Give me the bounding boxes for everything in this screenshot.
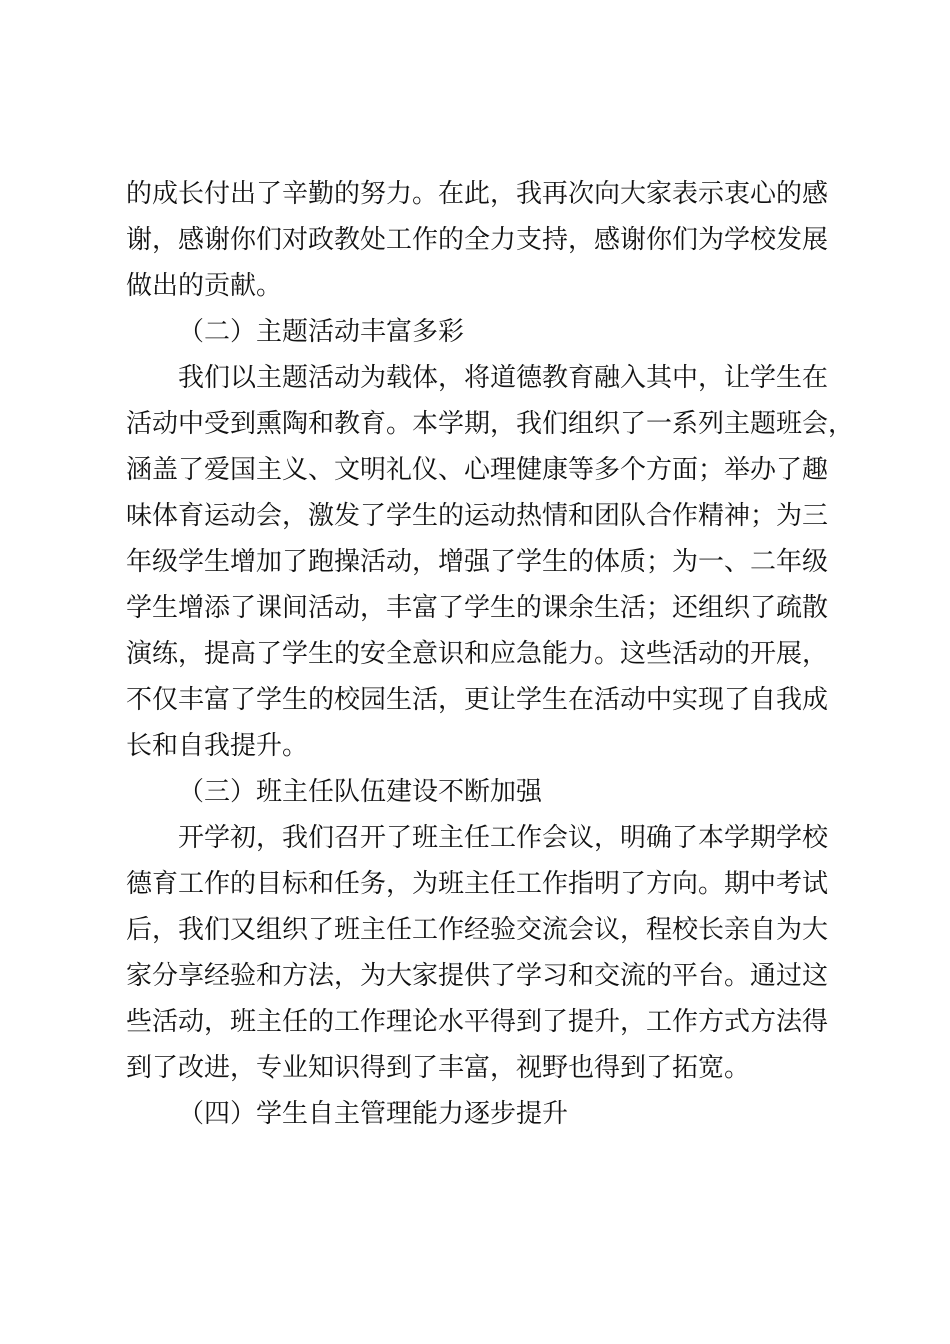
text-line: 不仅丰富了学生的校园生活，更让学生在活动中实现了自我成	[126, 685, 829, 715]
text-line: 的成长付出了辛勤的努力。在此，我再次向大家表示衷心的感	[126, 179, 829, 209]
text-line: 做出的贡献。	[126, 271, 283, 301]
text-line: 到了改进，专业知识得到了丰富，视野也得到了拓宽。	[126, 1053, 751, 1083]
text-line: 味体育运动会，激发了学生的运动热情和团队合作精神；为三	[126, 501, 829, 531]
text-line: 学生增添了课间活动，丰富了学生的课余生活；还组织了疏散	[126, 593, 829, 623]
text-line: 活动中受到熏陶和教育。本学期，我们组织了一系列主题班会，	[126, 409, 855, 439]
paragraph-class-teachers	[126, 815, 836, 1091]
paragraph-continuation	[126, 171, 836, 309]
text-line: 开学初，我们召开了班主任工作会议，明确了本学期学校	[178, 823, 829, 853]
text-line: 家分享经验和方法，为大家提供了学习和交流的平台。通过这	[126, 961, 829, 991]
text-line: 长和自我提升。	[126, 731, 309, 761]
text-line: 我们以主题活动为载体，将道德教育融入其中，让学生在	[178, 363, 829, 393]
section-heading-text: （四）学生自主管理能力逐步提升	[178, 1099, 569, 1129]
text-line: 涵盖了爱国主义、文明礼仪、心理健康等多个方面；举办了趣	[126, 455, 829, 485]
document-body	[126, 171, 855, 1137]
section-heading-text: （三）班主任队伍建设不断加强	[178, 777, 543, 807]
text-line: 演练，提高了学生的安全意识和应急能力。这些活动的开展，	[126, 639, 829, 669]
section-heading-text: （二）主题活动丰富多彩	[178, 317, 465, 347]
paragraph-theme-activities	[126, 355, 855, 769]
text-line: 谢，感谢你们对政教处工作的全力支持，感谢你们为学校发展	[126, 225, 829, 255]
section-heading-4	[126, 1091, 836, 1137]
text-line: 后，我们又组织了班主任工作经验交流会议，程校长亲自为大	[126, 915, 829, 945]
text-line: 德育工作的目标和任务，为班主任工作指明了方向。期中考试	[126, 869, 829, 899]
section-heading-2	[126, 309, 836, 355]
text-line: 年级学生增加了跑操活动，增强了学生的体质；为一、二年级	[126, 547, 829, 577]
section-heading-3	[126, 769, 836, 815]
text-line: 些活动，班主任的工作理论水平得到了提升，工作方式方法得	[126, 1007, 829, 1037]
